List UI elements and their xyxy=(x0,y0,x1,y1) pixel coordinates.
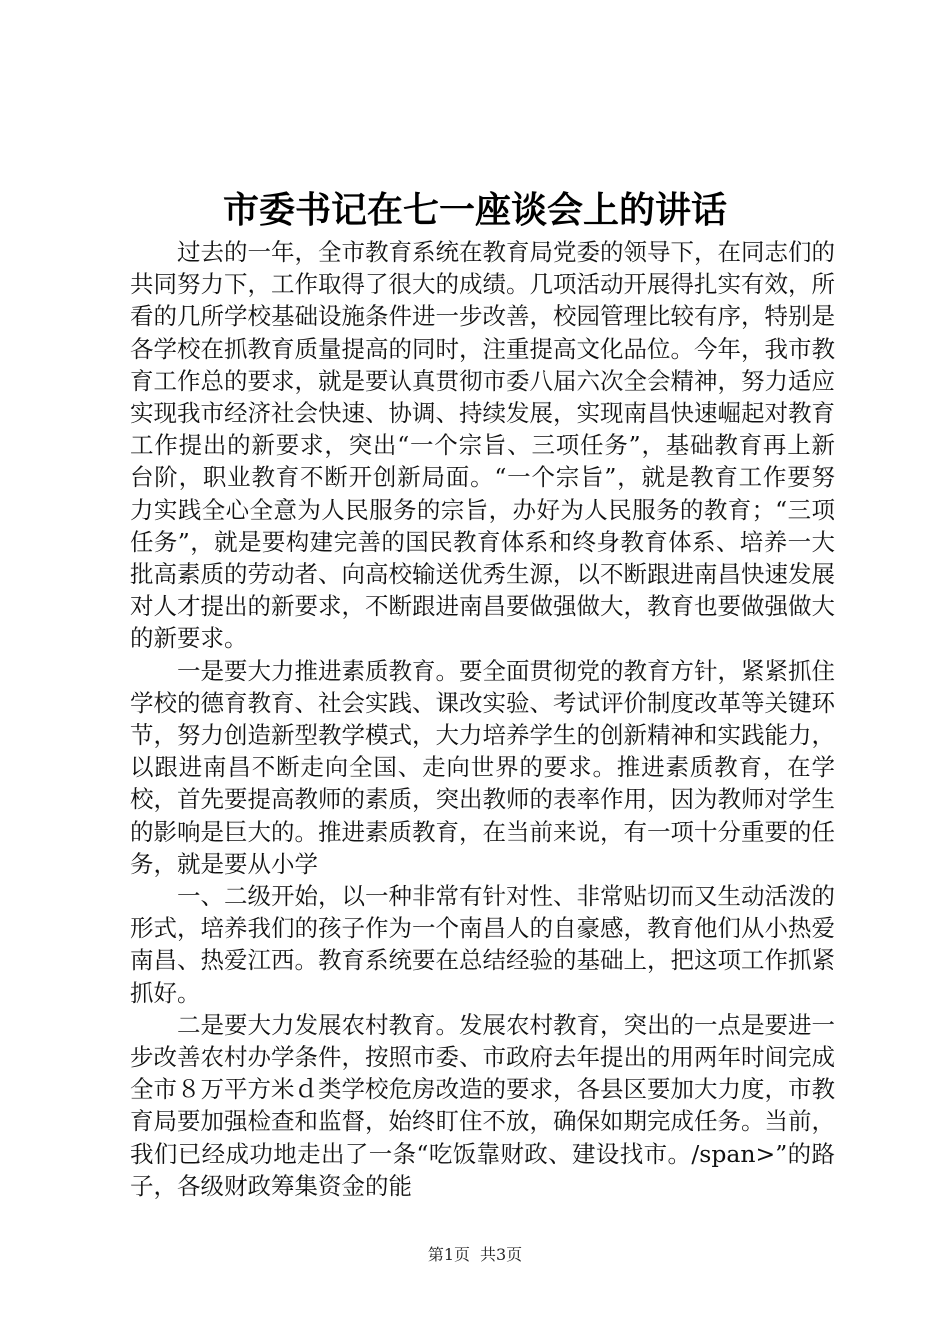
page-total: 共3页 xyxy=(480,1245,523,1264)
page-number: 第1页 xyxy=(427,1245,470,1264)
paragraph-3: 一、二级开始，以一种非常有针对性、非常贴切而又生动活泼的形式，培养我们的孩子作为一个南昌人的自豪感，教育他们从小热爱南昌、热爱江西。教育系统要在总结经验的基础上，把这项工作抓紧抓好。 xyxy=(130,882,835,1007)
paragraph-2: 一是要大力推进素质教育。要全面贯彻党的教育方针，紧紧抓住学校的德育教育、社会实践、课改实验、考试评价制度改革等关键环节，努力创造新型教学模式，大力培养学生的创新精神和实践能力，以跟进南昌不断走向全国、走向世界的要求。推进素质教育，在学校，首先要提高教师的素质，突出教师的表率作用，因为教师对学生的影响是巨大的。推进素质教育，在当前来说，有一项十分重要的任务，就是要从小学 xyxy=(130,656,835,878)
paragraph-4: 二是要大力发展农村教育。发展农村教育，突出的一点是要进一步改善农村办学条件，按照市委、市政府去年提出的用两年时间完成全市８万平方米ｄ类学校危房改造的要求，各县区要加大力度，市教育局要加强检查和监督，始终盯住不放，确保如期完成任务。当前，我们已经成功地走出了一条“吃饭靠财政、建设找市。/span>”的路子，各级财政筹集资金的能 xyxy=(130,1010,835,1200)
document-title: 市委书记在七一座谈会上的讲话 xyxy=(222,189,727,231)
document-body xyxy=(130,236,835,1202)
page-footer xyxy=(0,1244,950,1266)
paragraph-1: 过去的一年，全市教育系统在教育局党委的领导下，在同志们的共同努力下，工作取得了很大的成绩。几项活动开展得扎实有效，所看的几所学校基础设施条件进一步改善，校园管理比较有序，特别是各学校在抓教育质量提高的同时，注重提高文化品位。今年，我市教育工作总的要求，就是要认真贯彻市委八届六次全会精神，努力适应实现我市经济社会快速、协调、持续发展，实现南昌快速崛起对教育工作提出的新要求，突出“一个宗旨、三项任务”，基础教育再上新台阶，职业教育不断开创新局面。“一个宗旨”，就是教育工作要努力实践全心全意为人民服务的宗旨，办好为人民服务的教育；“三项任务”，就是要构建完善的国民教育体系和终身教育体系、培养一大批高素质的劳动者、向高校输送优秀生源，以不断跟进南昌快速发展对人才提出的新要求，不断跟进南昌要做强做大，教育也要做强做大的新要求。 xyxy=(130,238,835,653)
